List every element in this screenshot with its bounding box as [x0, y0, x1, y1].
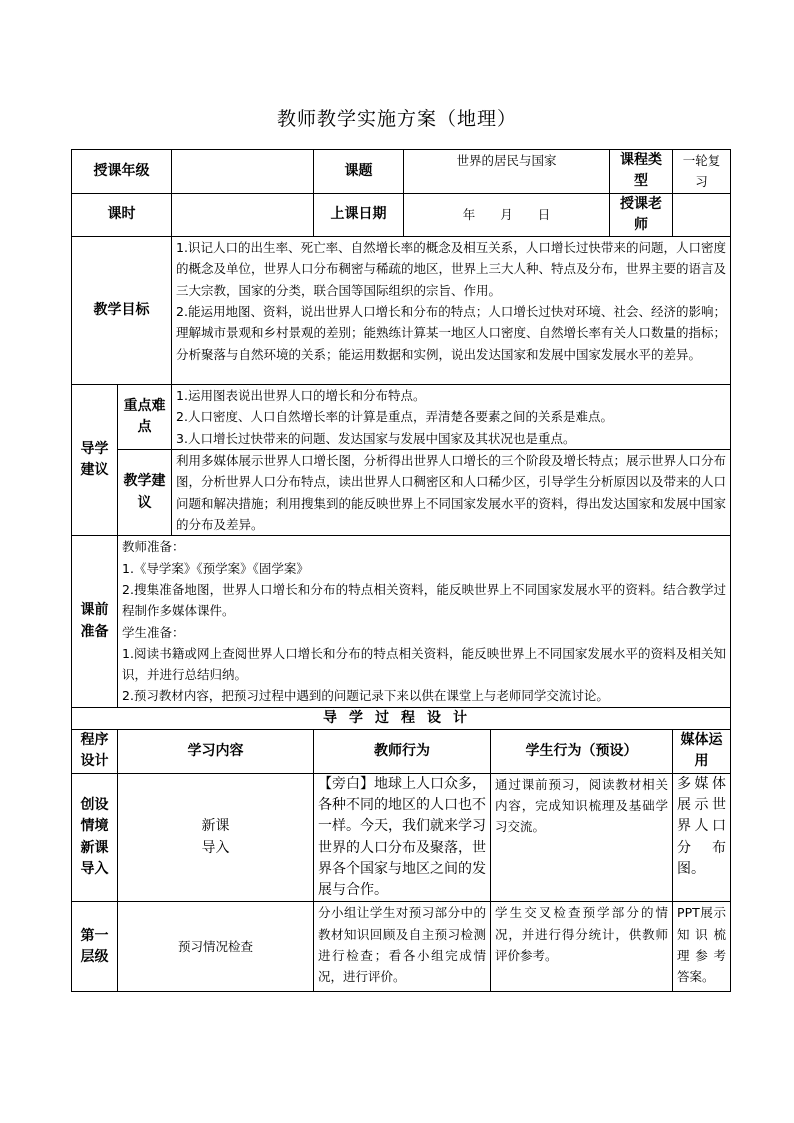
info-row-2 — [72, 193, 731, 237]
goals-row — [72, 237, 731, 385]
prep-line: 教师准备： — [122, 539, 185, 555]
teaching-suggestion-row — [72, 450, 731, 536]
key-point-item: 1.运用图表说出世界人口的增长和分布特点。 — [176, 388, 426, 404]
prep-line: 学生准备： — [122, 624, 185, 640]
teaching-suggestion-label: 教学建议 — [118, 450, 172, 536]
col-header-student: 学生行为（预设） — [491, 730, 673, 774]
teacher-value[interactable] — [673, 193, 731, 237]
preparation-row — [72, 536, 731, 707]
stage-cell: 创设情境新课导入 — [72, 773, 118, 902]
teacher-label: 授课老师 — [610, 193, 673, 237]
key-point-item: 3.人口增长过快带来的问题、发达国家与发展中国家及其状况也是重点。 — [176, 430, 576, 446]
key-point-item: 2.人口密度、人口自然增长率的计算是重点，弄清楚各要素之间的关系是难点。 — [176, 409, 613, 425]
lesson-plan-table — [71, 149, 731, 992]
goal-item: 2.能运用地图、资料，说出世界人口增长和分布的特点；人口增长过快对环境、社会、经济的影响；理解城市景观和乡村景观的差别；能熟练计算某一地区人口密度、自然增长率有关人口数量的指标；分析聚落与自然环境的关系；能运用数据和实例，说出发达国家和发展中国家发展水平的差异。 — [176, 304, 727, 362]
goals-text — [172, 237, 731, 385]
course-type-label: 课程类型 — [610, 150, 673, 194]
date-label: 上课日期 — [314, 193, 404, 237]
topic-label: 课题 — [314, 150, 404, 194]
grade-value[interactable] — [172, 150, 314, 194]
process-row — [72, 773, 731, 902]
col-header-stage: 程序设计 — [72, 730, 118, 774]
document-title: 教师教学实施方案（地理） — [276, 108, 517, 130]
preparation-text — [118, 536, 731, 707]
process-row — [72, 902, 731, 992]
media-cell: PPT展示知识梳理参考答案。 — [673, 902, 731, 992]
col-header-media: 媒体运用 — [673, 730, 731, 774]
stage-cell: 第一层级 — [72, 902, 118, 992]
key-points-label: 重点难点 — [118, 385, 172, 450]
prep-line: 2.预习教材内容，把预习过程中遇到的问题记录下来以供在课堂上与老师同学交流讨论。 — [122, 688, 609, 704]
course-type-value[interactable]: 一轮复习 — [673, 150, 731, 194]
col-header-content: 学习内容 — [118, 730, 314, 774]
content-cell: 新课 导入 — [118, 773, 314, 902]
prep-line: 2.搜集准备地图，世界人口增长和分布的特点相关资料，能反映世界上不同国家发展水平的资料。结合教学过程制作多媒体课件。 — [122, 581, 727, 619]
info-row-1 — [72, 150, 731, 194]
teacher-action-cell: 分小组让学生对预习部分中的教材知识回顾及自主预习检测进行检查；看各小组完成情况，进行评价。 — [314, 902, 491, 992]
prep-line: 1.《导学案》《预学案》《固学案》 — [122, 560, 309, 576]
key-points-text — [172, 385, 731, 450]
date-value[interactable]: 年 月 日 — [404, 193, 610, 237]
guide-label: 导学建议 — [72, 385, 118, 536]
period-value[interactable] — [172, 193, 314, 237]
col-header-teacher: 教师行为 — [314, 730, 491, 774]
media-cell: 多媒体展示世界人口分布图。 — [673, 773, 731, 902]
goals-label: 教学目标 — [72, 237, 172, 385]
topic-value[interactable]: 世界的居民与国家 — [404, 150, 610, 194]
goal-item: 1.识记人口的出生率、死亡率、自然增长率的概念及相互关系，人口增长过快带来的问题，人口密度的概念及单位，世界人口分布稠密与稀疏的地区，世界上三大人种、特点及分布，世界主要的语言及三大宗教，国家的分类，联合国等国际组织的宗旨、作用。 — [176, 240, 727, 298]
grade-label: 授课年级 — [72, 150, 172, 194]
process-title: 导学过程设计 — [72, 707, 731, 729]
preparation-label: 课前准备 — [72, 536, 118, 707]
student-action-cell: 通过课前预习，阅读教材相关内容，完成知识梳理及基础学习交流。 — [491, 773, 673, 902]
prep-line: 1.阅读书籍或网上查阅世界人口增长和分布的特点相关资料，能反映世界上不同国家发展水平的资料及相关知识，并进行总结归纳。 — [122, 645, 727, 683]
key-points-row — [72, 385, 731, 450]
process-header-row — [72, 730, 731, 774]
teaching-suggestion-text: 利用多媒体展示世界人口增长图，分析得出世界人口增长的三个阶段及增长特点；展示世界人口分布图，分析世界人口分布特点，读出世界人口稠密区和人口稀少区，引导学生分析原因以及带来的人口问题和解决措施；利用搜集到的能反映世界上不同国家发展水平的资料，得出发达国家和发展中国家的分布及差异。 — [172, 450, 731, 536]
content-cell: 预习情况检查 — [118, 902, 314, 992]
period-label: 课时 — [72, 193, 172, 237]
process-title-row — [72, 707, 731, 729]
teacher-action-cell: 【旁白】地球上人口众多，各种不同的地区的人口也不一样。今天，我们就来学习世界的人口分布及聚落，世界各个国家与地区之间的发展与合作。 — [314, 773, 491, 902]
student-action-cell: 学生交叉检查预学部分的情况，并进行得分统计，供教师评价参考。 — [491, 902, 673, 992]
